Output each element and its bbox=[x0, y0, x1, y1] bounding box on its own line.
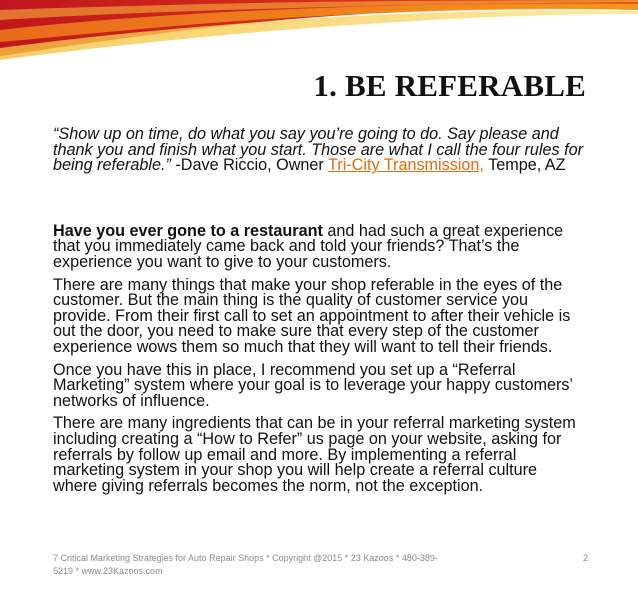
paragraph-ingredients: There are many ingredients that can be in your referral marketing system including creating a “How to Refer” us page on your website, asking for referrals by follow up email and more. By implementing a referral marketing system in your shop you will help create a referral culture where giving referrals becomes the norm, not the exception. bbox=[53, 414, 576, 495]
quote-text: “Show up on time, do what you say you’re going to do. Say please and thank you and finish what you start. Those are what I call the four rules for being referable.” bbox=[53, 125, 583, 175]
decorative-swoosh-banner bbox=[0, 0, 638, 70]
slide-footer: 7 Critical Marketing Strategies for Auto Repair Shops * Copyright @2015 * 23 Kazoos * 480-389-5219 * www.23Kazoos.com bbox=[53, 553, 438, 576]
paragraph-referral-marketing: Once you have this in place, I recommend you set up a “Referral Marketing” system where your goal is to leverage your happy customers’ networks of influence. bbox=[53, 360, 573, 410]
paragraph-referable-shop: There are many things that make your shop referable in the eyes of the customer. But the main thing is the quality of customer service you provide. From their first call to set an appointment to after their vehicle is out the door, you need to make sure that every step of the customer experience wows them so much that they will want to tell their friends. bbox=[53, 275, 571, 356]
slide-title: 1. BE REFERABLE bbox=[313, 68, 586, 103]
quote-attribution: -Dave Riccio, Owner bbox=[170, 156, 329, 175]
quote-location: Tempe, AZ bbox=[483, 156, 566, 175]
slide-body bbox=[53, 127, 585, 494]
paragraph-text: and had such a great experience that you immediately came back and told your friends? That’s the experience you want to give to your customers. bbox=[53, 221, 564, 271]
tri-city-transmission-link[interactable]: Tri-City Transmission, bbox=[328, 156, 484, 175]
paragraph-lead-bold: Have you ever gone to a restaurant bbox=[53, 221, 323, 240]
page-number: 2 bbox=[582, 553, 588, 563]
paragraph-restaurant bbox=[53, 221, 585, 271]
quote-block bbox=[53, 127, 585, 174]
